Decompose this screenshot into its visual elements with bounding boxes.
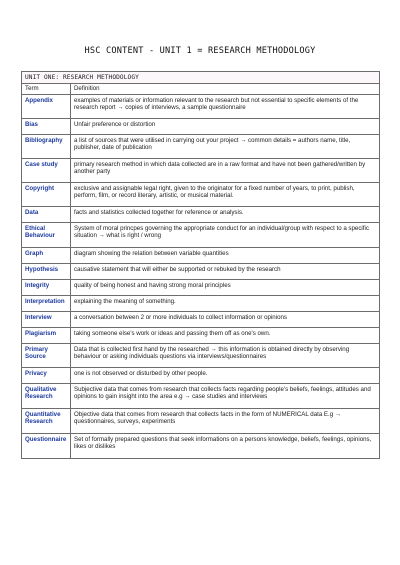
table-row: [22, 434, 380, 459]
table-row: [22, 328, 380, 344]
definition-cell: one is not observed or disturbed by other people.: [71, 368, 380, 384]
table-row: [22, 312, 380, 328]
table-row: [22, 223, 380, 248]
term-cell: Interpretation: [22, 296, 71, 312]
term-cell: Bias: [22, 119, 71, 135]
table-row: [22, 207, 380, 223]
term-cell: Plagiarism: [22, 328, 71, 344]
term-cell: Interview: [22, 312, 71, 328]
column-header-row: [22, 83, 380, 95]
term-cell: Integrity: [22, 280, 71, 296]
table-row: [22, 368, 380, 384]
definition-cell: facts and statistics collected together for reference or analysis.: [71, 207, 380, 223]
term-cell: Questionnaire: [22, 434, 71, 459]
definition-cell: a conversation between 2 or more individuals to collect information or opinions: [71, 312, 380, 328]
table-row: [22, 135, 380, 159]
definition-cell: taking someone else's work or ideas and passing them off as one's own.: [71, 328, 380, 344]
term-cell: Ethical Behaviour: [22, 223, 71, 248]
definition-cell: System of moral princpes governing the appropriate conduct for an individual/group with respect to a specific situation → what is right / wrong: [71, 223, 380, 248]
definition-cell: quality of being honest and having strong moral principles: [71, 280, 380, 296]
term-cell: Copyright: [22, 183, 71, 207]
table-row: [22, 296, 380, 312]
unit-heading: UNIT ONE: RESEARCH METHODOLOGY: [22, 72, 380, 84]
table-row: [22, 248, 380, 264]
term-cell: Primary Source: [22, 344, 71, 368]
definition-cell: Set of formally prepared questions that seek informations on a persons knowledge, beliefs, feelings, opinions, likes or dislikes: [71, 434, 380, 459]
definition-column-header: Definition: [71, 83, 380, 95]
definition-cell: primary research method in which data collected are in a raw format and have not been gathered/written by another party: [71, 159, 380, 183]
table-row: [22, 95, 380, 119]
table-row: [22, 384, 380, 409]
term-cell: Case study: [22, 159, 71, 183]
table-row: [22, 409, 380, 434]
definition-cell: Subjective data that comes from research that collects facts regarding people's beliefs, feelings, attitudes and opinions to gain insight into the area e.g → case studies and interviews: [71, 384, 380, 409]
table-row: [22, 344, 380, 368]
table-row: [22, 119, 380, 135]
term-cell: Qualitative Research: [22, 384, 71, 409]
page-title: HSC CONTENT - UNIT 1 = RESEARCH METHODOLOGY: [84, 46, 316, 56]
term-cell: Data: [22, 207, 71, 223]
table-row: [22, 159, 380, 183]
table-row: [22, 264, 380, 280]
glossary-table: [21, 71, 380, 459]
term-cell: Privacy: [22, 368, 71, 384]
unit-heading-row: [22, 72, 380, 84]
definition-cell: exclusive and assignable legal right, given to the originator for a fixed number of years, to print, publish, perform, film, or record literary, artistic, or musical material.: [71, 183, 380, 207]
definition-cell: a list of sources that were utilised in carrying out your project → common details = authors name, title, publisher, date of publication: [71, 135, 380, 159]
term-cell: Bibliography: [22, 135, 71, 159]
term-cell: Graph: [22, 248, 71, 264]
table-row: [22, 183, 380, 207]
definition-cell: Objective data that comes from research that collects facts in the form of NUMERICAL data E.g → questionnaires, surveys, experiments: [71, 409, 380, 434]
definition-cell: explaining the meaning of something.: [71, 296, 380, 312]
term-cell: Appendix: [22, 95, 71, 119]
term-cell: Hypothesis: [22, 264, 71, 280]
definition-cell: causative statement that will either be supported or rebuked by the research: [71, 264, 380, 280]
definition-cell: examples of materials or information relevant to the research but not essential to specific elements of the research report → copies of interviews, a sample questionnaire: [71, 95, 380, 119]
definition-cell: Data that is collected first hand by the researched → this information is obtained directly by observing behaviour or asking individuals questions via interviews/questionnaires: [71, 344, 380, 368]
table-row: [22, 280, 380, 296]
term-cell: Quantitative Research: [22, 409, 71, 434]
definition-cell: diagram showing the relation between variable quantities: [71, 248, 380, 264]
definition-cell: Unfair preference or distortion: [71, 119, 380, 135]
term-column-header: Term: [22, 83, 71, 95]
